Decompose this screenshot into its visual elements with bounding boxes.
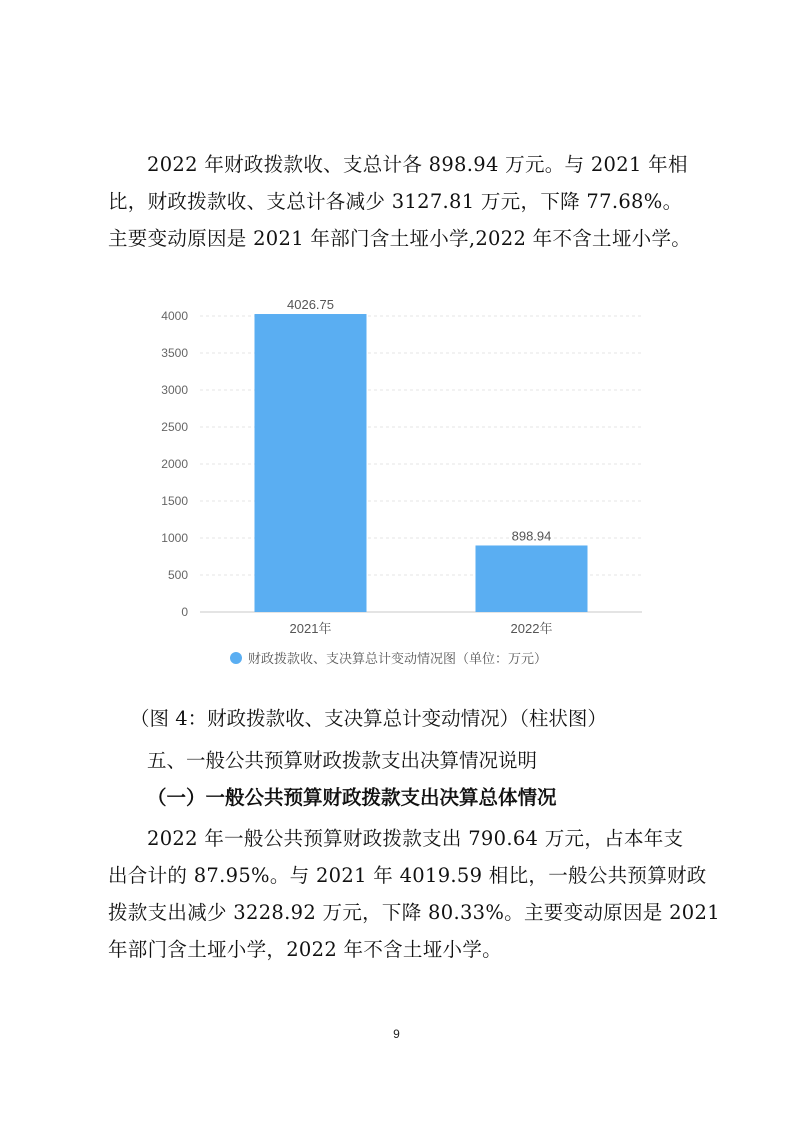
bar [255, 314, 367, 612]
x-tick-label: 2022年 [510, 621, 553, 636]
paragraph-fiscal-totals [108, 146, 698, 257]
chart-bars [255, 297, 588, 612]
y-tick-label: 3500 [161, 346, 188, 360]
bar [476, 545, 588, 612]
data-label: 4026.75 [287, 297, 334, 313]
paragraph-line: 拨款支出减少 3228.92 万元，下降 80.33%。主要变动原因是 2021 [108, 901, 720, 924]
paragraph-line: 主要变动原因是 2021 年部门含土垭小学,2022 年不含土垭小学。 [108, 227, 692, 250]
paragraph-line: 出合计的 87.95%。与 2021 年 4019.59 相比，一般公共预算财政 [108, 864, 707, 887]
y-tick-label: 500 [167, 568, 188, 582]
y-tick-label: 2000 [161, 457, 188, 471]
y-tick-label: 3000 [161, 383, 188, 397]
legend-marker [230, 652, 242, 664]
x-axis-labels [290, 621, 553, 636]
figure-caption: （图 4：财政拨款收、支决算总计变动情况）（柱状图） [130, 707, 607, 730]
y-tick-label: 4000 [161, 309, 188, 323]
x-tick-label: 2021年 [289, 621, 332, 636]
legend-label: 财政拨款收、支决算总计变动情况图（单位：万元） [248, 651, 548, 666]
section-heading: 五、一般公共预算财政拨款支出决算情况说明 [147, 749, 538, 772]
y-axis-ticks [161, 309, 188, 619]
y-tick-label: 2500 [161, 420, 188, 434]
paragraph-line: 2022 年一般公共预算财政拨款支出 790.64 万元，占本年支 [147, 827, 684, 850]
paragraph-line: 比，财政拨款收、支总计各减少 3127.81 万元，下降 77.68%。 [108, 190, 683, 213]
subsection-heading: （一）一般公共预算财政拨款支出决算总体情况 [147, 786, 557, 809]
page-number: 9 [393, 1027, 400, 1041]
chart-legend [230, 651, 547, 666]
y-tick-label: 0 [181, 605, 188, 619]
data-label: 898.94 [511, 528, 552, 544]
paragraph-general-budget [108, 820, 720, 968]
y-tick-label: 1000 [161, 531, 188, 545]
bar-chart [150, 295, 650, 675]
paragraph-line: 2022 年财政拨款收、支总计各 898.94 万元。与 2021 年相 [147, 153, 688, 176]
paragraph-line: 年部门含土垭小学，2022 年不含土垭小学。 [108, 938, 502, 961]
y-tick-label: 1500 [161, 494, 188, 508]
